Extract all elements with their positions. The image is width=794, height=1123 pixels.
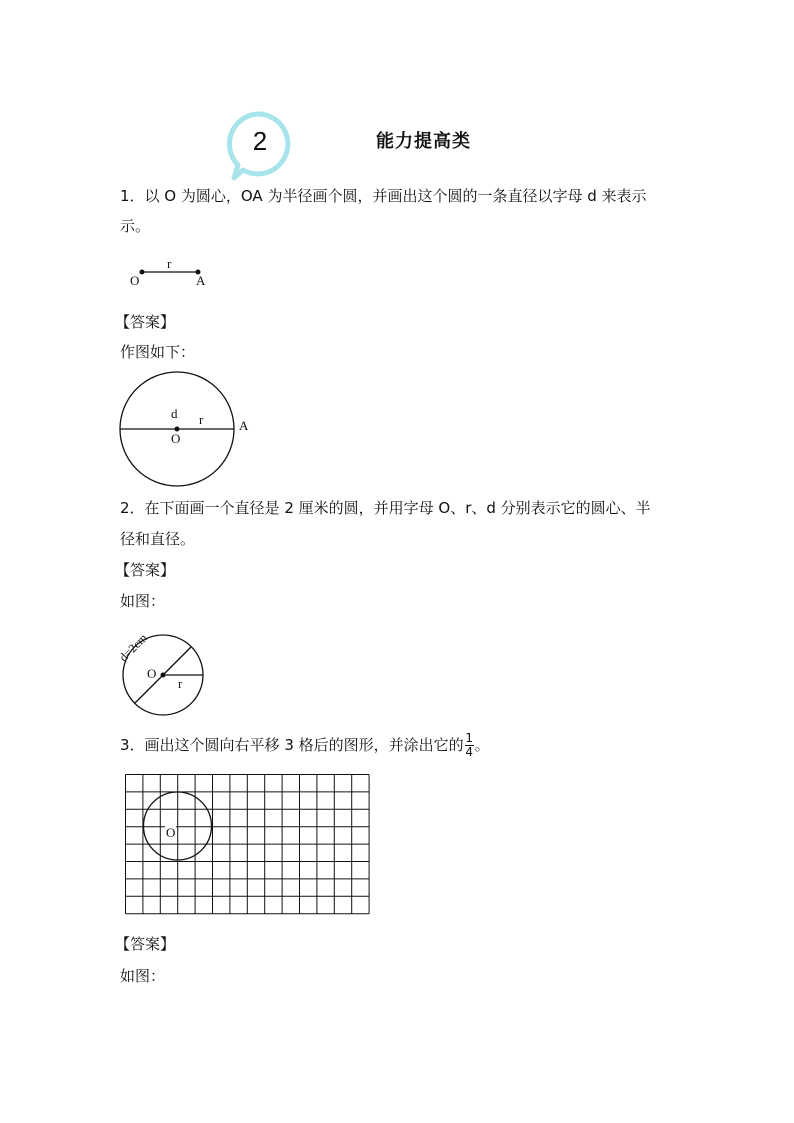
q2-answer-intro: 如图： (120, 592, 166, 610)
q1-label-r: r (167, 256, 172, 271)
q1-answer-heading: 【答案】 (115, 313, 176, 331)
q3-grid-figure (125, 774, 370, 915)
q1-fig-label-O: O (171, 431, 181, 446)
fraction-numerator: 1 (465, 731, 473, 745)
q1-circle-figure (115, 368, 245, 490)
q1-fig-label-r: r (199, 412, 204, 427)
q3-text (120, 732, 490, 759)
q1-text-line2: 示。 (120, 217, 151, 235)
q1-text-line1: 1．以 O 为圆心，OA 为半径画个圆，并画出这个圆的一条直径以字母 d 来表示 (120, 187, 647, 205)
fraction-denominator: 4 (465, 745, 473, 759)
fraction-one-quarter (465, 732, 474, 759)
q3-text-before: 3．画出这个圆向右平移 3 格后的图形，并涂出它的 (120, 736, 464, 754)
q1-label-O: O (130, 273, 140, 288)
q2-fig-label-d: d=2cm (116, 630, 150, 665)
center-point (161, 673, 166, 678)
q2-answer-heading: 【答案】 (115, 561, 176, 579)
q2-fig-label-O: O (147, 666, 157, 681)
q1-label-A: A (196, 273, 206, 288)
point-O (140, 270, 145, 275)
q2-text-line2: 径和直径。 (120, 530, 196, 548)
badge-number: 2 (252, 126, 268, 156)
q3-answer-heading: 【答案】 (115, 935, 176, 953)
q3-answer-intro: 如图： (120, 967, 166, 985)
q1-fig-label-A: A (239, 418, 249, 433)
q3-text-after: 。 (474, 736, 490, 754)
q2-fig-label-r: r (178, 676, 183, 691)
q3-grid-label-O: O (166, 825, 176, 840)
q2-text-line1: 2．在下面画一个直径是 2 厘米的圆，并用字母 O、r、d 分别表示它的圆心、半 (120, 499, 651, 517)
q1-fig-label-d: d (171, 406, 178, 421)
section-title: 能力提高类 (376, 131, 471, 152)
q1-answer-intro: 作图如下： (120, 343, 196, 361)
